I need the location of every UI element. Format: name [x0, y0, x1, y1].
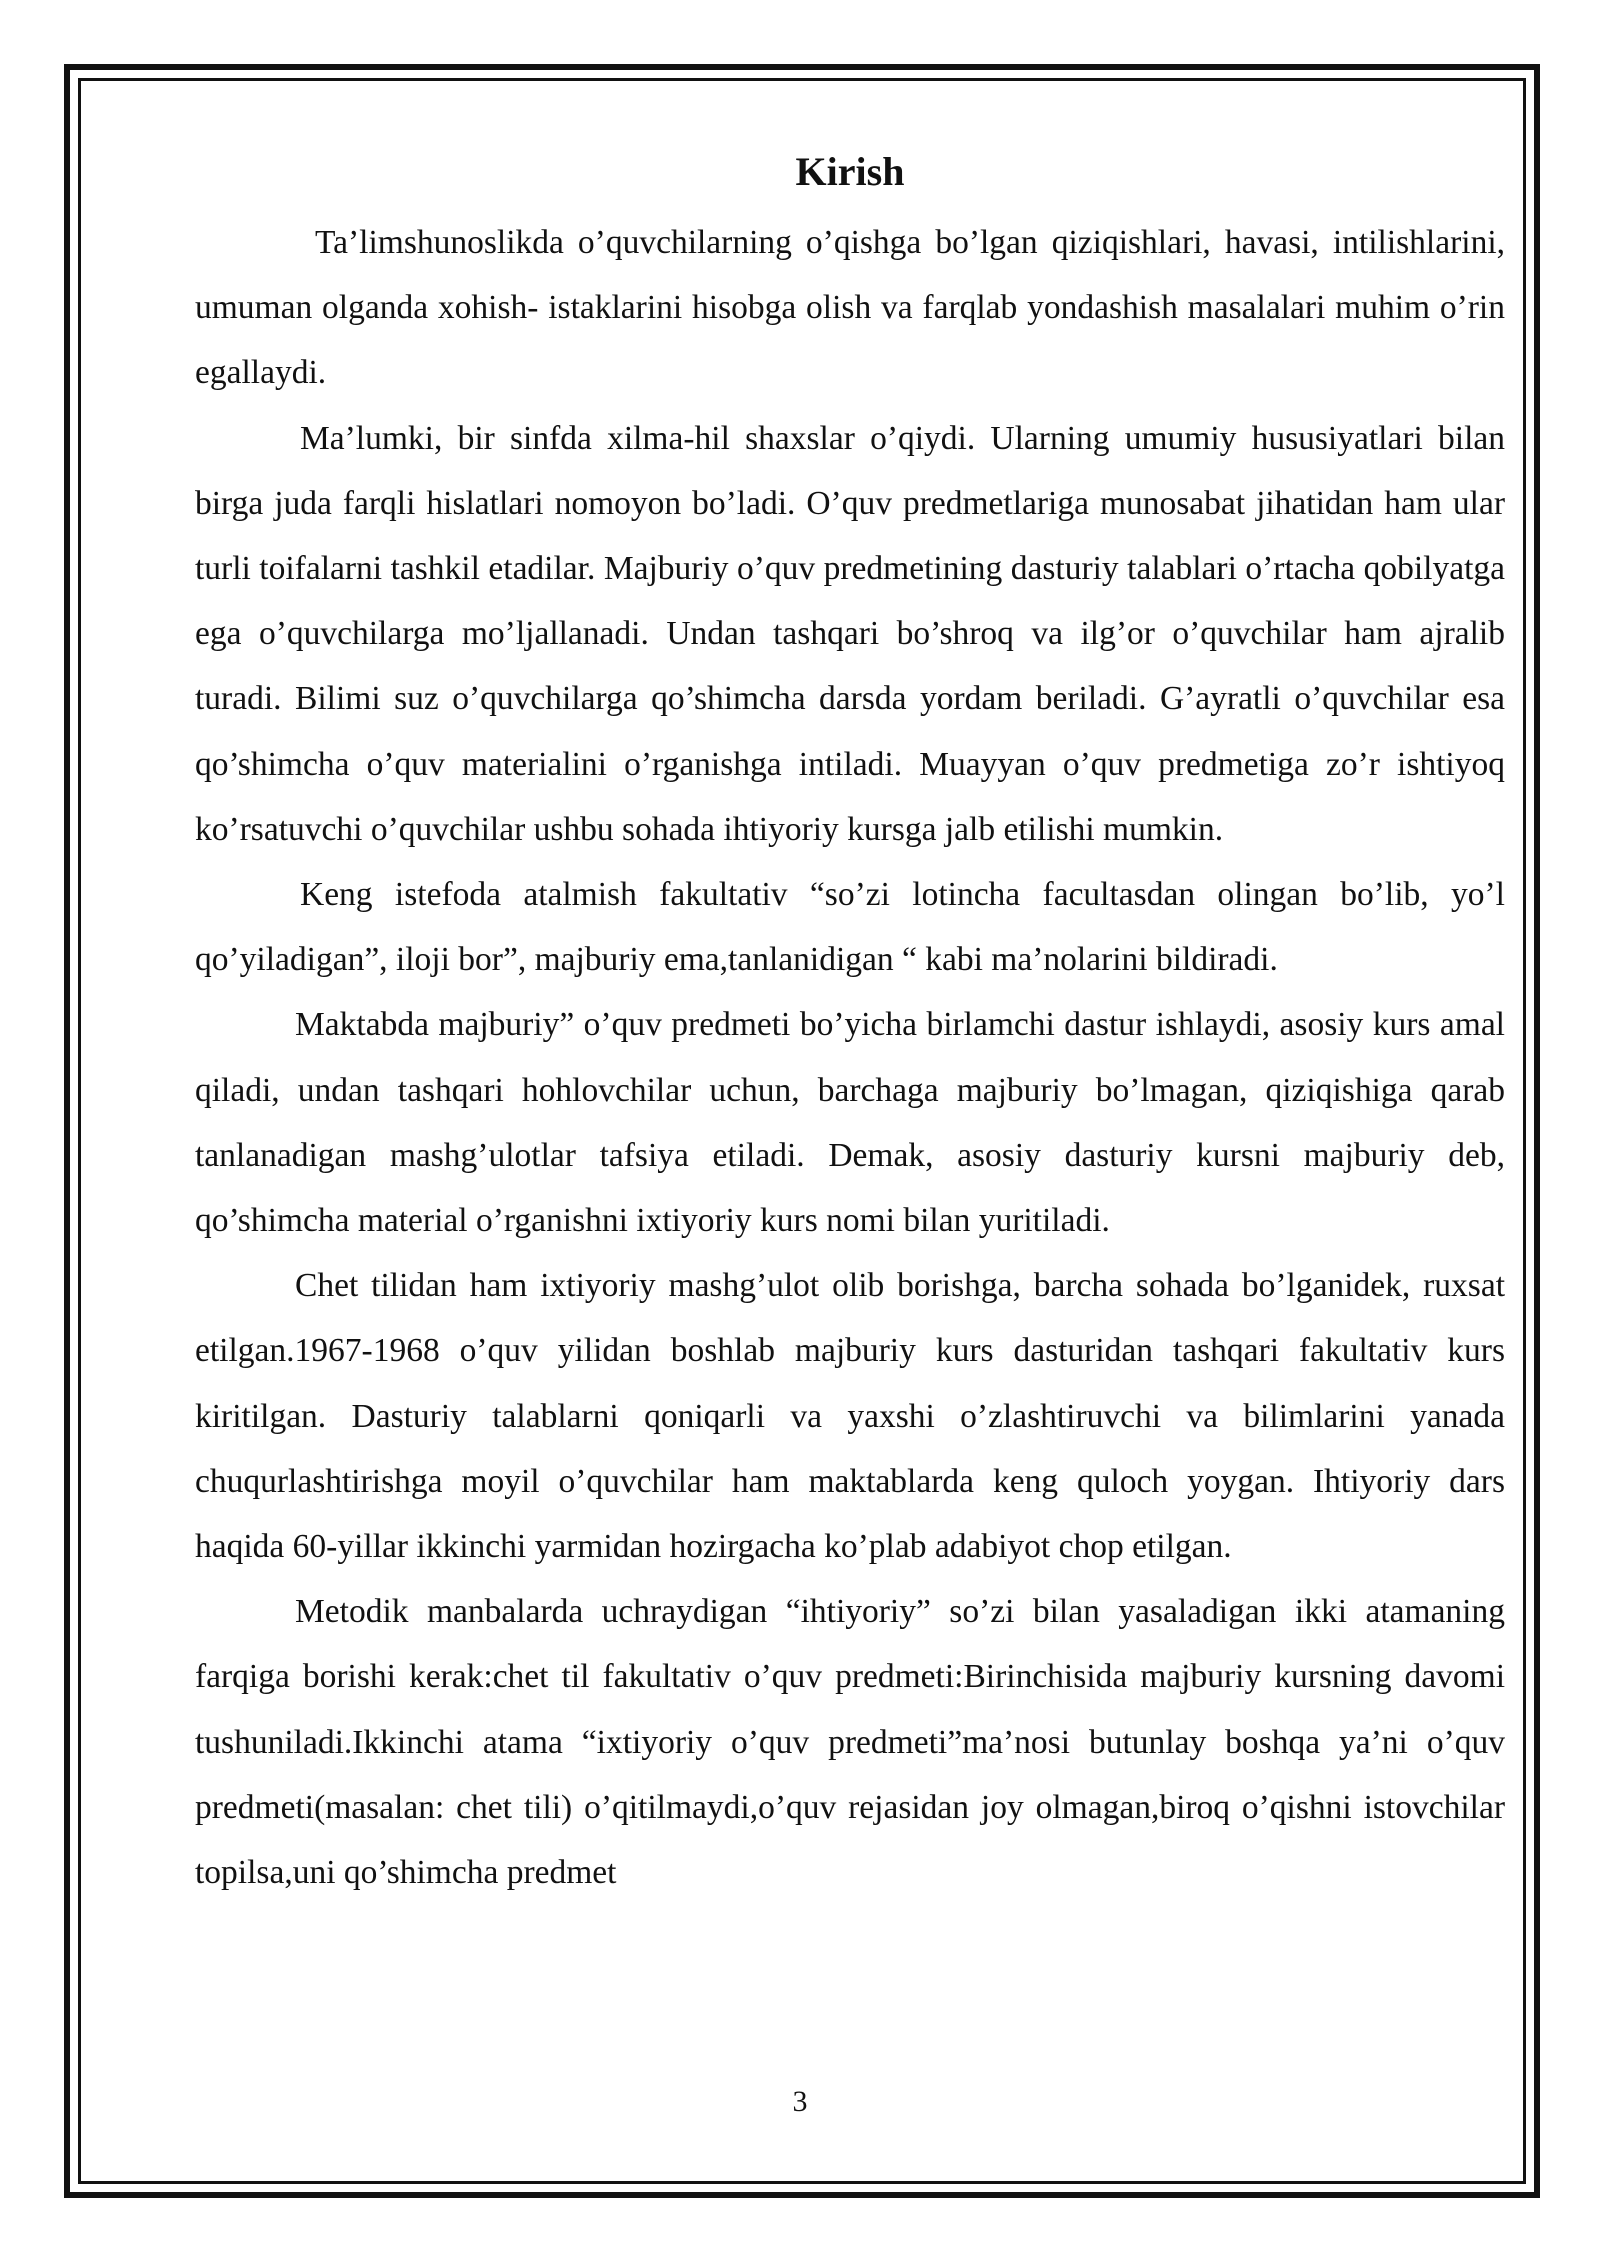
- paragraph-5: Chet tilidan ham ixtiyoriy mashg’ulot olib borishga, barcha sohada bo’lganidek, ruxsat etilgan.1967-1968 o’quv yilidan boshlab majburiy kurs dasturidan tashqari fakultativ kurs kiritilgan. Dasturiy talablarni qoniqarli va yaxshi o’zlashtiruvchi va bilimlarini yanada chuqurlashtirishga moyil o’quvchilar ham maktablarda keng quloch yoygan. Ihtiyoriy dars haqida 60-yillar ikkinchi yarmidan hozirgacha ko’plab adabiyot chop etilgan.: [195, 1267, 1505, 1566]
- paragraph-4: Maktabda majburiy” o’quv predmeti bo’yicha birlamchi dastur ishlaydi, asosiy kurs amal qiladi, undan tashqari hohlovchilar uchun, barchaga majburiy bo’lmagan, qiziqishiga qarab tanlanadigan mashg’ulotlar tafsiya etiladi. Demak, asosiy dasturiy kursni majburiy deb, qo’shimcha material o’rganishni ixtiyoriy kurs nomi bilan yuritiladi.: [195, 1006, 1505, 1240]
- paragraph-6: Metodik manbalarda uchraydigan “ihtiyoriy” so’zi bilan yasaladigan ikki atamaning farqiga borishi kerak:chet til fakultativ o’quv predmeti:Birinchisida majburiy kursning davomi tushuniladi.Ikkinchi atama “ixtiyoriy o’quv predmeti”ma’nosi butunlay boshqa ya’ni o’quv predmeti(masalan: chet tili) o’qitilmaydi,o’quv rejasidan joy olmagan,biroq o’qishni istovchilar topilsa,uni qo’shimcha predmet: [195, 1593, 1505, 1892]
- document-title: Kirish: [795, 149, 905, 194]
- paragraph-3: Keng istefoda atalmish fakultativ “so’zi lotincha facultasdan olingan bo’lib, yo’l qo’yiladigan”, iloji bor”, majburiy ema,tanlanidigan “ kabi ma’nolarini bildiradi.: [195, 876, 1505, 979]
- paragraph-1: Ta’limshunoslikda o’quvchilarning o’qishga bo’lgan qiziqishlari, havasi, intilishlarini, umuman olganda xohish- istaklarini hisobga olish va farqlab yondashish masalalari muhim o’rin egallaydi.: [195, 224, 1505, 392]
- document-body: [195, 140, 1505, 1905]
- page-number: 3: [792, 2085, 808, 2118]
- paragraph-2: Ma’lumki, bir sinfda xilma-hil shaxslar o’qiydi. Ularning umumiy hususiyatlari bilan birga juda farqli hislatlari nomoyon bo’ladi. O’quv predmetlariga munosabat jihatidan ham ular turli toifalarni tashkil etadilar. Majburiy o’quv predmetining dasturiy talablari o’rtacha qobilyatga ega o’quvchilarga mo’ljallanadi. Undan tashqari bo’shroq va ilg’or o’quvchilar ham ajralib turadi. Bilimi suz o’quvchilarga qo’shimcha darsda yordam beriladi. G’ayratli o’quvchilar esa qo’shimcha o’quv materialini o’rganishga intiladi. Muayyan o’quv predmetiga zo’r ishtiyoq ko’rsatuvchi o’quvchilar ushbu sohada ihtiyoriy kursga jalb etilishi mumkin.: [195, 419, 1505, 848]
